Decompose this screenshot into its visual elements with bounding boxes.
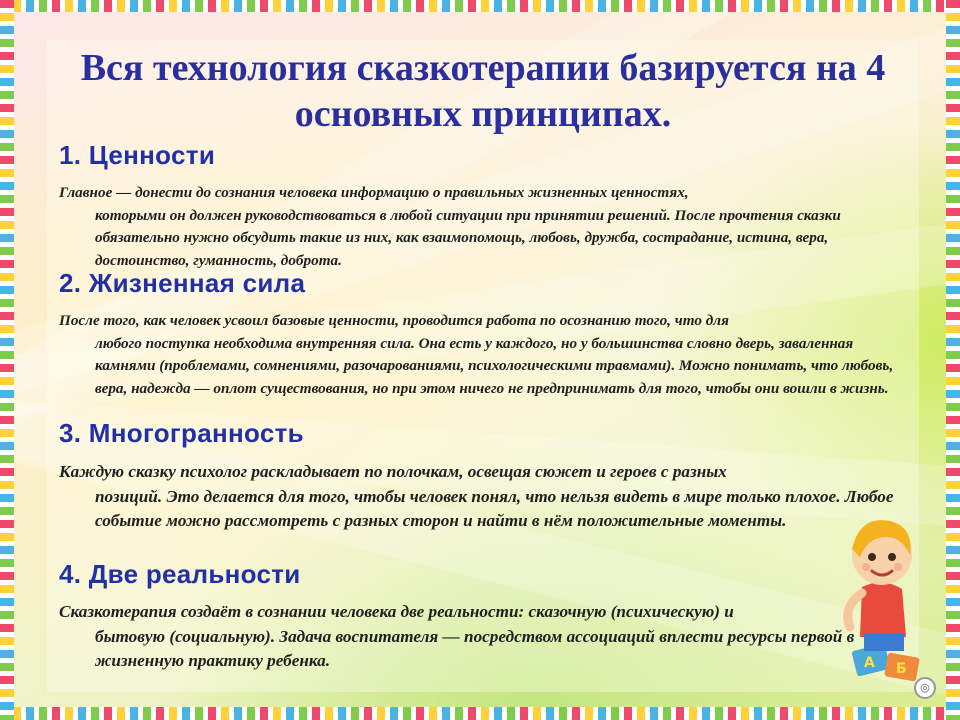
striped-border-left — [0, 0, 14, 720]
section-heading-multifaceted: 3. Многогранность — [59, 418, 304, 448]
slide-background — [14, 12, 946, 707]
striped-border-right — [946, 0, 960, 720]
section-heading-life-force: 2. Жизненная сила — [59, 268, 306, 298]
cartoon-boy-illustration — [802, 497, 932, 697]
section-text-multifaceted: Каждую сказку психолог раскладывает по полочкам, освещая сюжет и героев с разных позиций. Это делается для того, чтобы человек понял, что нельзя видеть в мире только плохое. Любое событие можно рассмотреть с разных сторон и найти в нём положительные моменты. — [59, 462, 894, 530]
section-text-life-force: После того, как человек усвоил базовые ценности, проводится работа по осознанию того, что для любого поступка необходима внутренняя сила. Она есть у каждого, но у большинства словно дверь, заваленная камнями (проблемами, сомнениями, разочарованиями, психологическими травмами). Можно понимать, что любовь, вера, надежда — оплот существования, но при этом ничего не предпринимать для того, чтобы они вошли в жизнь. — [59, 312, 894, 397]
slide-title: Вся технология сказкотерапии базируется на 4 основных принципах. — [80, 47, 886, 135]
section-heading-values: 1. Ценности — [59, 140, 216, 170]
svg-text:Б: Б — [896, 661, 907, 677]
svg-text:A: A — [864, 655, 875, 671]
section-text-values: Главное — донести до сознания человека информацию о правильных жизненных ценностях, которыми он должен руководствоваться в любой ситуации при принятии решений. После прочтения сказки обязательно нужно обсудить такие из них, как взаимопомощь, любовь, дружба, сострадание, истина, вера, достоинство, гуманность, доброта. — [59, 184, 841, 269]
section-heading-two-realities: 4. Две реальности — [59, 559, 301, 589]
slide-content — [47, 40, 919, 692]
circle-mark-icon: ◎ — [914, 677, 936, 699]
section-text-two-realities: Сказкотерапия создаёт в сознании человека две реальности: сказочную (психическую) и бытовую (социальную). Задача воспитателя — посредством ассоциаций вплести ресурсы первой в жизненную практику ребенка. — [59, 602, 855, 670]
